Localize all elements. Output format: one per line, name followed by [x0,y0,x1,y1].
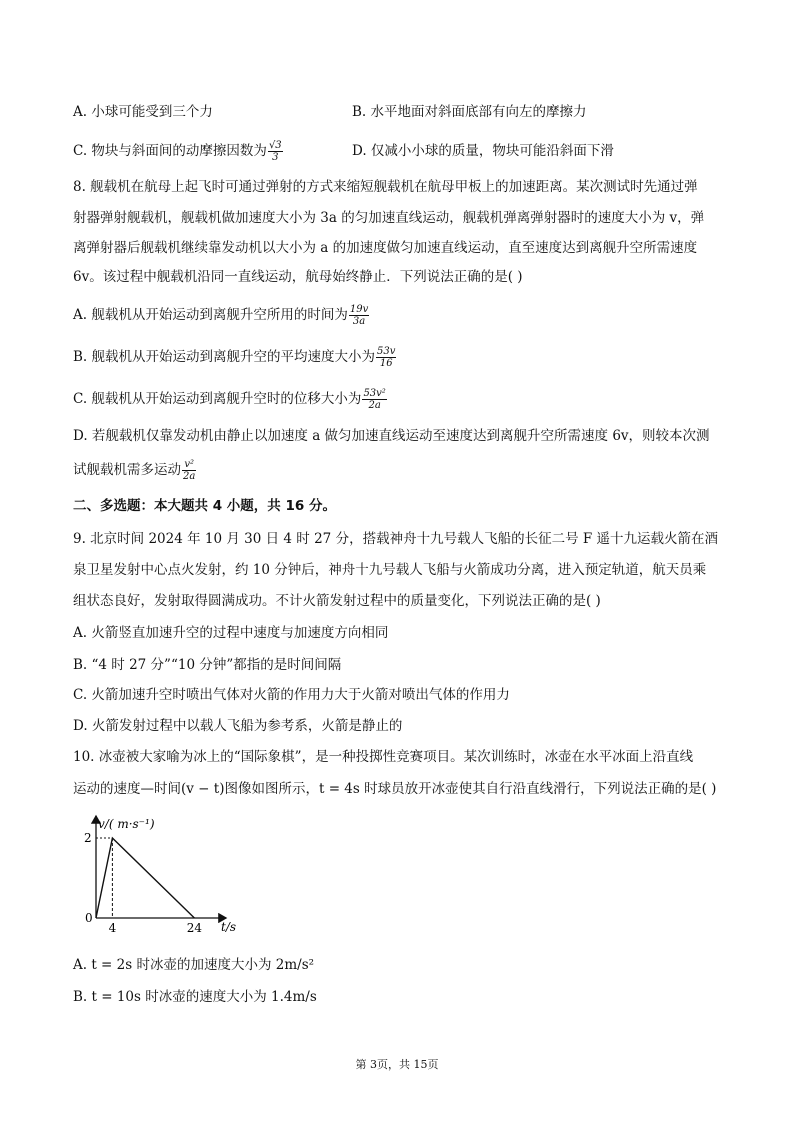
q8-option-c-text: C. 舰载机从开始运动到离舰升空时的位移大小为 [73,391,362,407]
fraction-denominator: 3 [272,152,279,163]
velocity-time-graph [76,810,256,938]
fraction-denominator: 16 [379,358,393,369]
fraction-numerator: √3 [268,140,282,151]
fraction-numerator: 19v [349,304,369,315]
q10-stem-line-1: 10. 冰壶被大家喻为冰上的“国际象棋”，是一种投掷性竞赛项目。某次训练时，冰壶在水平冰面上沿直线 [73,749,694,765]
page-number: 第 3页，共 15页 [355,1058,439,1071]
q7-option-c-text: C. 物块与斜面间的动摩擦因数为 [73,143,267,159]
graph-marks [84,831,202,935]
y-axis-label: v/( m·s⁻¹) [98,817,155,831]
q7-option-b: B. 水平地面对斜面底部有向左的摩擦力 [352,104,587,120]
q8-option-b-text: B. 舰载机从开始运动到离舰升空的平均速度大小为 [73,349,376,365]
q7-option-d: D. 仅减小小球的质量，物块可能沿斜面下滑 [352,143,614,159]
x-axis-label: t/s [221,920,237,934]
q7-option-c [73,140,283,163]
q8-stem-line-1: 8. 舰载机在航母上起飞时可通过弹射的方式来缩短舰载机在航母甲板上的加速距离。某次测试时先通过弹 [73,179,698,195]
fraction-denominator: 2a [368,400,381,411]
q8-option-d-text: 试舰载机需多运动 [73,462,181,478]
q8-option-a-text: A. 舰载机从开始运动到离舰升空所用的时间为 [73,307,348,323]
q8-option-b-fraction [376,346,396,369]
q8-option-d-line-2 [73,459,196,482]
q8-stem-line-2: 射器弹射舰载机，舰载机做加速度大小为 3a 的匀加速直线运动，舰载机弹离弹射器时的速度大小为 v，弹 [73,210,705,226]
q8-option-c-fraction [362,388,386,411]
y-tick-label: 2 [84,831,92,845]
fraction-numerator: v² [182,459,196,471]
fraction-numerator: 53v [377,346,396,357]
section-heading: 二、多选题：本大题共 4 小题，共 16 分。 [73,498,336,514]
fraction-numerator: 53v² [363,388,386,399]
q9-stem-line-2: 泉卫星发射中心点火发射，约 10 分钟后，神舟十九号载人飞船与火箭成功分离，进入预定轨道，航天员乘 [73,562,707,578]
origin-label: 0 [85,911,93,925]
q10-option-b: B. t = 10s 时冰壶的速度大小为 1.4m/s [73,989,317,1005]
q8-stem-line-3: 离弹射器后舰载机继续靠发动机以大小为 a 的加速度做匀加速直线运动，直至速度达到离舰升空所需速度 [73,240,698,256]
q9-option-c: C. 火箭加速升空时喷出气体对火箭的作用力大于火箭对喷出气体的作用力 [73,687,510,703]
fraction-denominator: 2a [183,471,196,482]
q8-option-a [73,304,369,327]
q8-option-a-fraction [349,304,369,327]
q7-option-c-fraction [268,140,283,163]
velocity-line [96,838,194,918]
q7-option-a: A. 小球可能受到三个力 [73,104,213,120]
q10-option-a: A. t = 2s 时冰壶的加速度大小为 2m/s² [73,957,315,973]
q8-option-c [73,388,387,411]
q9-option-d: D. 火箭发射过程中以载人飞船为参考系，火箭是静止的 [73,718,403,734]
q9-stem-line-1: 9. 北京时间 2024 年 10 月 30 日 4 时 27 分，搭载神舟十九号载人飞船的长征二号 F 遥十九运载火箭在酒 [73,531,719,547]
q10-stem-line-2: 运动的速度—时间(v − t)图像如图所示，t = 4s 时球员放开冰壶使其自行沿直线滑行，下列说法正确的是( ) [73,781,717,797]
q8-option-d-fraction [182,459,196,482]
q9-option-b: B. “4 时 27 分”“10 分钟”都指的是时间间隔 [73,657,342,673]
x-tick-label: 24 [186,921,203,935]
q8-stem-line-4: 6v。该过程中舰载机沿同一直线运动，航母始终静止．下列说法正确的是( ) [73,269,523,285]
x-tick-label: 4 [108,921,117,935]
fraction-denominator: 3a [352,316,366,327]
q9-option-a: A. 火箭竖直加速升空的过程中速度与加速度方向相同 [73,625,389,641]
q8-option-b [73,346,396,369]
q8-option-d-line-1: D. 若舰载机仅靠发动机由静止以加速度 a 做匀加速直线运动至速度达到离舰升空所需速度 6v，则较本次测 [73,428,710,444]
q9-stem-line-3: 组状态良好，发射取得圆满成功。不计火箭发射过程中的质量变化，下列说法正确的是( ) [73,593,601,609]
